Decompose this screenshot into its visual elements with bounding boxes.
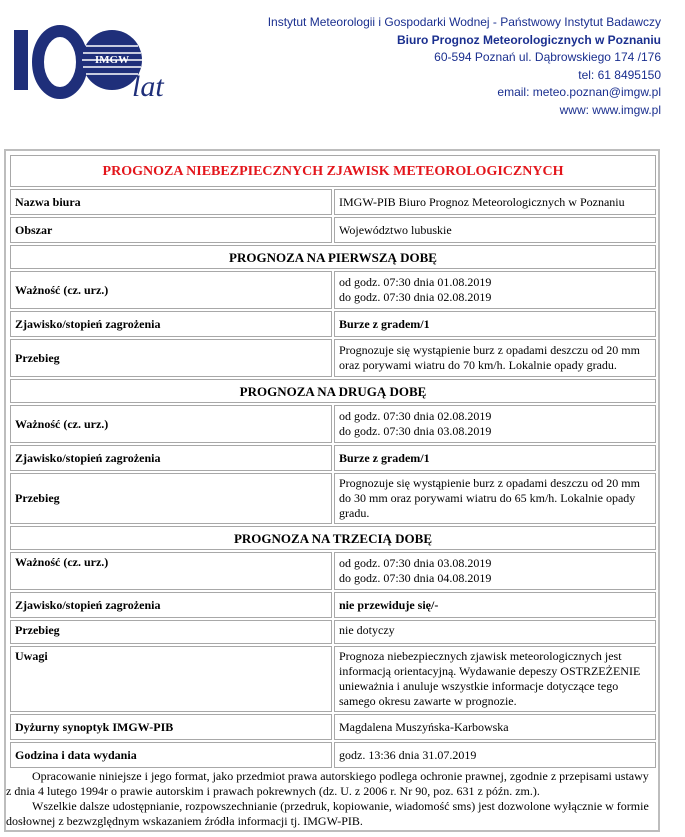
distribution-text: Wszelkie dalsze udostępnianie, rozpowszechnianie (przedruk, kopiowanie, wiadomość sms) jest dozwolone wyłącznie w formie dosłownej z bezwzględnym wskazaniem źródła informacji tj. IMGW-PIB. bbox=[6, 799, 649, 828]
title-row bbox=[10, 155, 656, 187]
day-heading-row bbox=[10, 245, 656, 269]
validity-from: od godz. 07:30 dnia 02.08.2019 bbox=[339, 409, 492, 423]
validity-value bbox=[334, 271, 656, 309]
day-heading-row bbox=[10, 379, 656, 403]
table-row bbox=[10, 473, 656, 524]
copyright-text: Opracowanie niniejsze i jego format, jako przedmiot prawa autorskiego podlega ochronie prawnej, zgodnie z przepisami ustawy z dnia 4 lutego 1994r o prawie autorskim i prawach pokrewnych (dz. U. z 2006 r. Nr 90, poz. 631 z późn. zm.). bbox=[6, 769, 649, 798]
table-row bbox=[10, 271, 656, 309]
phone: tel: 61 8495150 bbox=[578, 67, 661, 82]
svg-text:IMGW: IMGW bbox=[94, 54, 130, 66]
institute-name: Instytut Meteorologii i Gospodarki Wodnej - Państwowy Instytut Badawczy bbox=[267, 15, 661, 29]
office-label: Nazwa biura bbox=[10, 189, 332, 215]
validity-to: do godz. 07:30 dnia 03.08.2019 bbox=[339, 424, 492, 438]
day-2-heading: PROGNOZA NA DRUGĄ DOBĘ bbox=[10, 379, 656, 403]
table-row bbox=[10, 405, 656, 443]
phenomenon-value: nie przewiduje się/- bbox=[334, 592, 656, 618]
day-3-heading: PROGNOZA NA TRZECIĄ DOBĘ bbox=[10, 526, 656, 550]
office-name: Biuro Prognoz Meteorologicznych w Poznaniu bbox=[396, 32, 661, 47]
course-label: Przebieg bbox=[10, 620, 332, 644]
remarks-value: Prognoza niebezpiecznych zjawisk meteorologicznych jest informacją orientacyjną. Wydawanie depeszy OSTRZEŻENIE unieważnia i anuluje wszystkie informacje dotyczące tego samego okresu zawarte w prognozie. bbox=[334, 646, 656, 712]
table-row bbox=[10, 714, 656, 740]
day-1-heading: PROGNOZA NA PIERWSZĄ DOBĘ bbox=[10, 245, 656, 269]
table-row bbox=[10, 646, 656, 712]
day-heading-row bbox=[10, 526, 656, 550]
table-row bbox=[10, 592, 656, 618]
course-value: Prognozuje się wystąpienie burz z opadami deszczu od 20 mm oraz porywami wiatru do 70 km/h. Lokalnie opady gradu. bbox=[334, 339, 656, 377]
forecast-table bbox=[8, 153, 658, 770]
validity-to: do godz. 07:30 dnia 04.08.2019 bbox=[339, 571, 492, 585]
validity-from: od godz. 07:30 dnia 01.08.2019 bbox=[339, 275, 492, 289]
course-value: nie dotyczy bbox=[334, 620, 656, 644]
forecast-title: PROGNOZA NIEBEZPIECZNYCH ZJAWISK METEOROLOGICZNYCH bbox=[10, 155, 656, 187]
validity-value bbox=[334, 552, 656, 590]
validity-label: Ważność (cz. urz.) bbox=[10, 552, 332, 590]
issued-label: Godzina i data wydania bbox=[10, 742, 332, 768]
imgw-100-lat-logo bbox=[12, 22, 172, 102]
table-row bbox=[10, 742, 656, 768]
validity-label: Ważność (cz. urz.) bbox=[10, 271, 332, 309]
institute-header bbox=[201, 14, 661, 119]
phenomenon-label: Zjawisko/stopień zagrożenia bbox=[10, 311, 332, 337]
office-value: IMGW-PIB Biuro Prognoz Meteorologicznych w Poznaniu bbox=[334, 189, 656, 215]
address: 60-594 Poznań ul. Dąbrowskiego 174 /176 bbox=[434, 50, 661, 64]
issued-value: godz. 13:36 dnia 31.07.2019 bbox=[334, 742, 656, 768]
forecast-document bbox=[4, 149, 660, 832]
table-row bbox=[10, 217, 656, 243]
phenomenon-label: Zjawisko/stopień zagrożenia bbox=[10, 445, 332, 471]
course-label: Przebieg bbox=[10, 339, 332, 377]
phenomenon-label: Zjawisko/stopień zagrożenia bbox=[10, 592, 332, 618]
validity-to: do godz. 07:30 dnia 02.08.2019 bbox=[339, 290, 492, 304]
course-label: Przebieg bbox=[10, 473, 332, 524]
svg-text:lat: lat bbox=[132, 70, 164, 102]
table-row bbox=[10, 552, 656, 590]
phenomenon-value: Burze z gradem/1 bbox=[334, 445, 656, 471]
validity-label: Ważność (cz. urz.) bbox=[10, 405, 332, 443]
synoptic-value: Magdalena Muszyńska-Karbowska bbox=[334, 714, 656, 740]
validity-from: od godz. 07:30 dnia 03.08.2019 bbox=[339, 556, 492, 570]
course-value: Prognozuje się wystąpienie burz z opadami deszczu od 20 mm do 30 mm oraz porywami wiatru do 65 km/h. Lokalnie opady gradu. bbox=[334, 473, 656, 524]
remarks-label: Uwagi bbox=[10, 646, 332, 712]
validity-value bbox=[334, 405, 656, 443]
table-row bbox=[10, 189, 656, 215]
email[interactable]: email: meteo.poznan@imgw.pl bbox=[497, 85, 661, 99]
copyright-note bbox=[6, 769, 656, 829]
table-row bbox=[10, 311, 656, 337]
area-value: Województwo lubuskie bbox=[334, 217, 656, 243]
phenomenon-value: Burze z gradem/1 bbox=[334, 311, 656, 337]
table-row bbox=[10, 339, 656, 377]
area-label: Obszar bbox=[10, 217, 332, 243]
table-row bbox=[10, 620, 656, 644]
website[interactable]: www: www.imgw.pl bbox=[559, 102, 661, 117]
table-row bbox=[10, 445, 656, 471]
synoptic-label: Dyżurny synoptyk IMGW-PIB bbox=[10, 714, 332, 740]
